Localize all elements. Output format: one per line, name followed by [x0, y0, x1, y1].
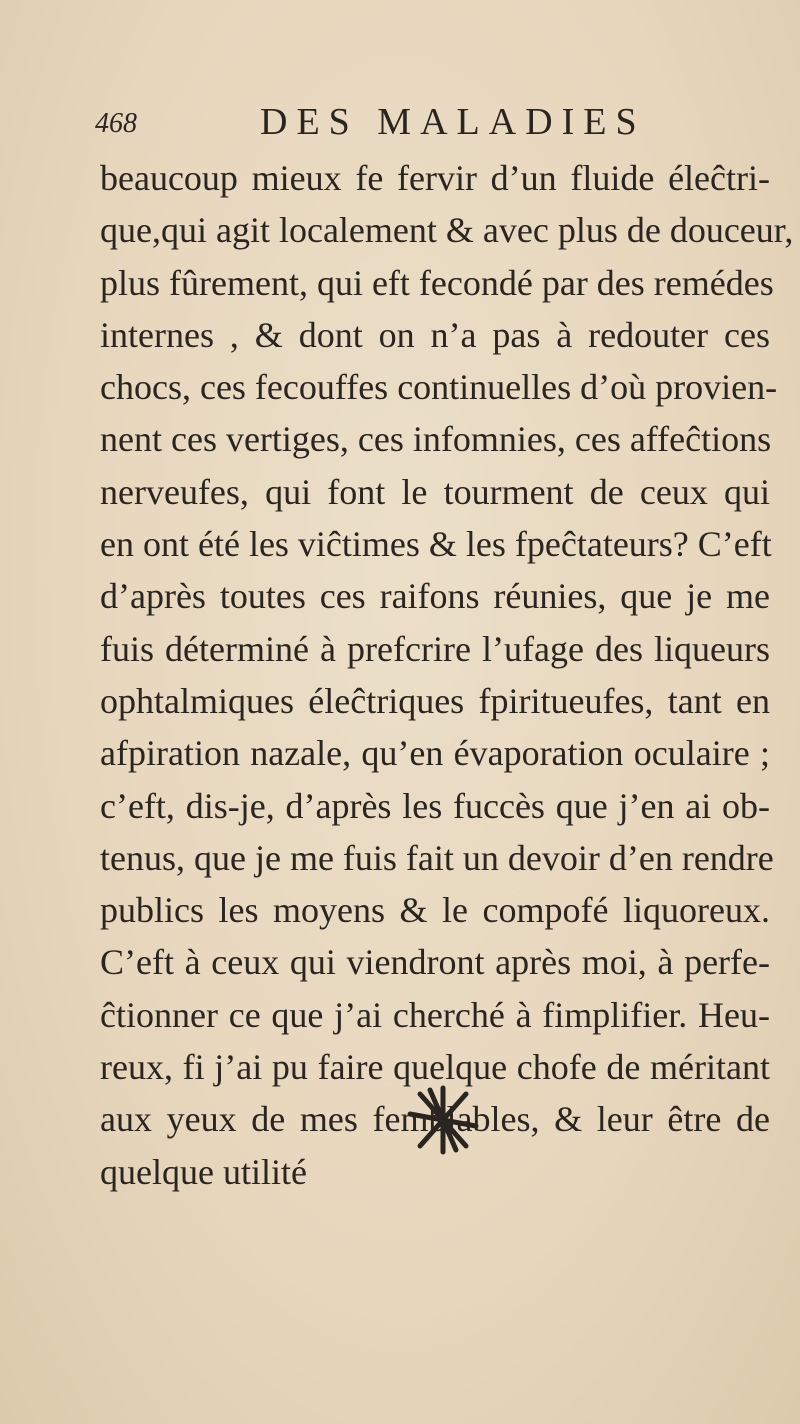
- text-line: internes , & dont on n’a pas à redouter ces: [100, 314, 770, 355]
- text-line: C’eft à ceux qui viendront après moi, à perfe-: [100, 942, 770, 983]
- text-line: nerveufes, qui font le tourment de ceux qui: [100, 471, 770, 512]
- text-line: c’eft, dis-je, d’après les fuccès que j’en ai ob-: [100, 785, 770, 826]
- running-title: DES MALADIES: [260, 101, 646, 143]
- text-line: chocs, ces fecouffes continuelles d’où provien-: [100, 367, 778, 408]
- text-line: afpiration nazale, qu’en évaporation oculaire ;: [100, 733, 770, 774]
- text-line: en ont été les viĉtimes & les fpeĉtateurs? C’eft: [100, 524, 772, 565]
- text-line: beaucoup mieux fe fervir d’un fluide éleĉtri-: [100, 158, 770, 198]
- page-number: 468: [95, 108, 137, 139]
- text-line-last: quelque utilité: [100, 1151, 307, 1192]
- fleuron-ornament-icon: [398, 1080, 488, 1160]
- text-line: fuis déterminé à prefcrire l’ufage des liqueurs: [100, 628, 770, 669]
- body-text: [100, 152, 794, 1198]
- text-line: nent ces vertiges, ces infomnies, ces affeĉtions: [100, 419, 772, 460]
- text-line: tenus, que je me fuis fait un devoir d’en rendre: [100, 837, 774, 878]
- page-header: [95, 100, 715, 150]
- text-line: ophtalmiques éleĉtriques fpiritueufes, tant en: [100, 680, 770, 721]
- text-line: que,qui agit localement & avec plus de douceur,: [100, 210, 794, 251]
- text-line: reux, fi j’ai pu faire quelque chofe de méritant: [100, 1047, 770, 1088]
- text-line: d’après toutes ces raifons réunies, que je me: [100, 576, 770, 617]
- text-line: ĉtionner ce que j’ai cherché à fimplifier. Heu-: [100, 994, 770, 1035]
- text-line: plus fûrement, qui eft fecondé par des remédes: [100, 262, 774, 303]
- text-line: aux yeux de mes femblables, & leur être de: [100, 1099, 770, 1140]
- text-line: publics les moyens & le compofé liquoreux.: [100, 890, 770, 931]
